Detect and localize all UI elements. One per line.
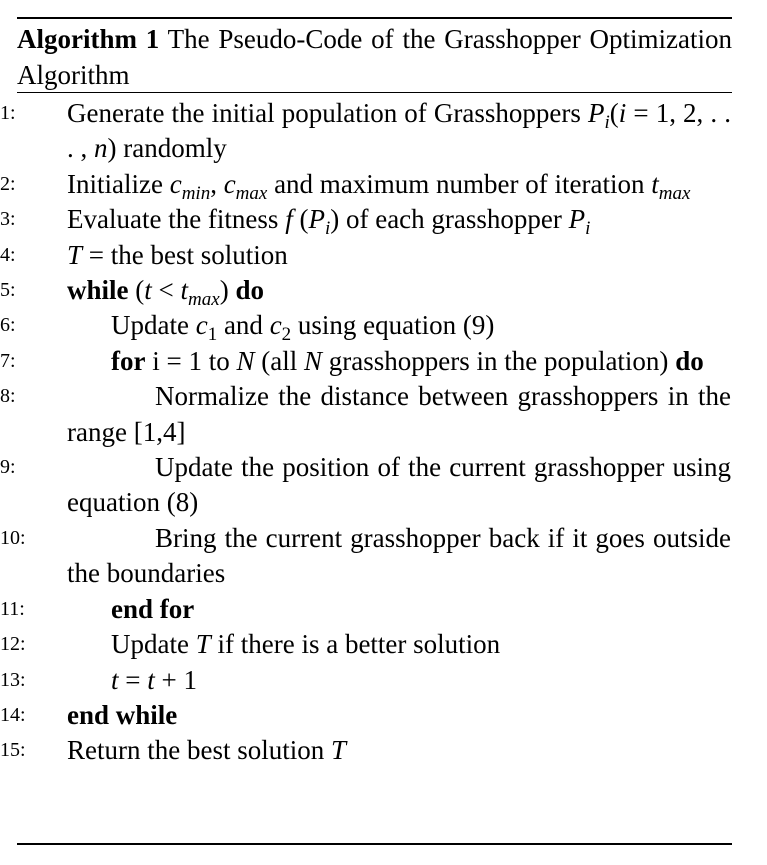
math-symbol: i — [324, 218, 331, 240]
step-text: grasshoppers in the population) — [321, 345, 676, 376]
line-number: 1: — [0, 102, 16, 124]
step-text: i = 1 to — [145, 345, 237, 376]
step-text: Generate the initial population of Grasshoppers — [67, 98, 588, 128]
algorithm-step — [0, 167, 731, 204]
math-symbol: t — [147, 664, 155, 695]
step-text: + 1 — [154, 664, 197, 695]
step-text: Update the position of the current grasshopper using equation (8) — [67, 452, 731, 518]
algorithm-steps — [0, 96, 767, 769]
math-symbol: P — [308, 204, 325, 235]
math-symbol: 1 — [207, 324, 218, 346]
math-symbol: t — [651, 168, 659, 199]
step-text: using equation (9) — [291, 310, 495, 341]
math-symbol: N — [236, 345, 255, 376]
step-text: if there is a better solution — [210, 629, 501, 660]
math-symbol: T — [330, 735, 347, 766]
line-number: 14: — [0, 703, 26, 726]
math-symbol: max — [658, 182, 691, 204]
step-text: , — [210, 168, 224, 199]
line-number: 15: — [0, 739, 26, 762]
math-symbol: c — [269, 310, 282, 341]
math-symbol: T — [67, 239, 83, 270]
algorithm-title: The Pseudo-Code of the Grasshopper Optimization Algorithm — [17, 24, 732, 90]
algorithm-label: Algorithm 1 — [17, 24, 160, 54]
step-text: < — [151, 275, 181, 306]
line-number: 11: — [0, 597, 25, 620]
step-text: = 1, 2, . . . , — [67, 98, 731, 164]
line-number: 9: — [0, 456, 16, 479]
math-symbol: f — [285, 204, 293, 235]
math-symbol: i — [618, 98, 627, 128]
step-text: Bring the current grasshopper back if it goes outside the boundaries — [67, 522, 731, 589]
line-number: 4: — [0, 243, 16, 266]
line-number: 6: — [0, 314, 16, 337]
step-text: = — [118, 664, 148, 695]
line-number: 7: — [0, 349, 16, 372]
bottom-rule — [17, 843, 732, 845]
step-text: and — [217, 310, 270, 341]
step-text: (all — [254, 345, 304, 376]
line-number: 12: — [0, 633, 26, 656]
step-text: Evaluate the fitness — [67, 204, 286, 235]
caption-rule — [17, 92, 732, 93]
step-text: and maximum number of iteration — [267, 168, 652, 199]
line-number: 5: — [0, 279, 16, 302]
math-symbol: max — [235, 182, 268, 204]
algorithm-caption — [17, 22, 732, 93]
math-symbol: t — [111, 664, 119, 695]
line-number: 3: — [0, 208, 16, 231]
algorithm-step — [0, 698, 731, 733]
step-text: ( — [609, 98, 619, 128]
algorithm-step — [0, 379, 731, 450]
math-symbol: P — [587, 98, 605, 128]
keyword: end for — [111, 593, 195, 624]
step-text: ) of each grasshopper — [330, 204, 569, 235]
math-symbol: min — [181, 182, 211, 204]
algorithm-step — [0, 273, 731, 311]
step-text: ) randomly — [107, 133, 227, 164]
line-number: 2: — [0, 172, 16, 195]
math-symbol: t — [144, 275, 152, 306]
keyword: for — [111, 345, 146, 376]
math-symbol: N — [303, 345, 322, 376]
step-text: Normalize the distance between grasshoppers in the range [1,4] — [67, 381, 731, 447]
step-text: ( — [128, 275, 145, 306]
algorithm-step — [0, 663, 731, 698]
keyword: while — [67, 275, 129, 306]
step-text: = the best solution — [82, 239, 288, 270]
algorithm-step — [0, 521, 731, 592]
algorithm-step — [0, 96, 731, 167]
math-symbol: max — [188, 289, 220, 311]
line-number: 10: — [0, 526, 26, 549]
math-symbol: T — [195, 629, 211, 660]
step-text: Return the best solution — [67, 735, 331, 766]
line-number: 8: — [0, 385, 16, 408]
math-symbol: i — [585, 218, 591, 240]
step-text: Update — [111, 629, 196, 660]
keyword: do — [235, 275, 264, 306]
math-symbol: P — [568, 204, 586, 235]
math-symbol: i — [604, 112, 610, 133]
math-symbol: 2 — [281, 324, 292, 346]
line-number: 13: — [0, 668, 26, 691]
step-text: ) — [219, 275, 236, 306]
algorithm-step — [0, 308, 731, 346]
math-symbol: c — [169, 168, 182, 199]
algorithm-step — [0, 627, 731, 662]
math-symbol: c — [195, 310, 208, 341]
top-rule — [17, 17, 732, 19]
algorithm-step — [0, 733, 731, 768]
algorithm-step — [0, 450, 731, 521]
math-symbol: c — [223, 168, 236, 199]
algorithm-step — [0, 344, 731, 379]
algorithm-step — [0, 592, 731, 627]
step-text: Update — [111, 310, 196, 341]
keyword: do — [675, 345, 704, 376]
algorithm-step — [0, 202, 731, 240]
step-text: ( — [292, 204, 309, 235]
math-symbol: t — [180, 275, 189, 306]
keyword: end while — [67, 699, 178, 730]
step-text: Initialize — [67, 168, 170, 199]
math-symbol: n — [94, 133, 108, 164]
algorithm-step — [0, 238, 731, 273]
